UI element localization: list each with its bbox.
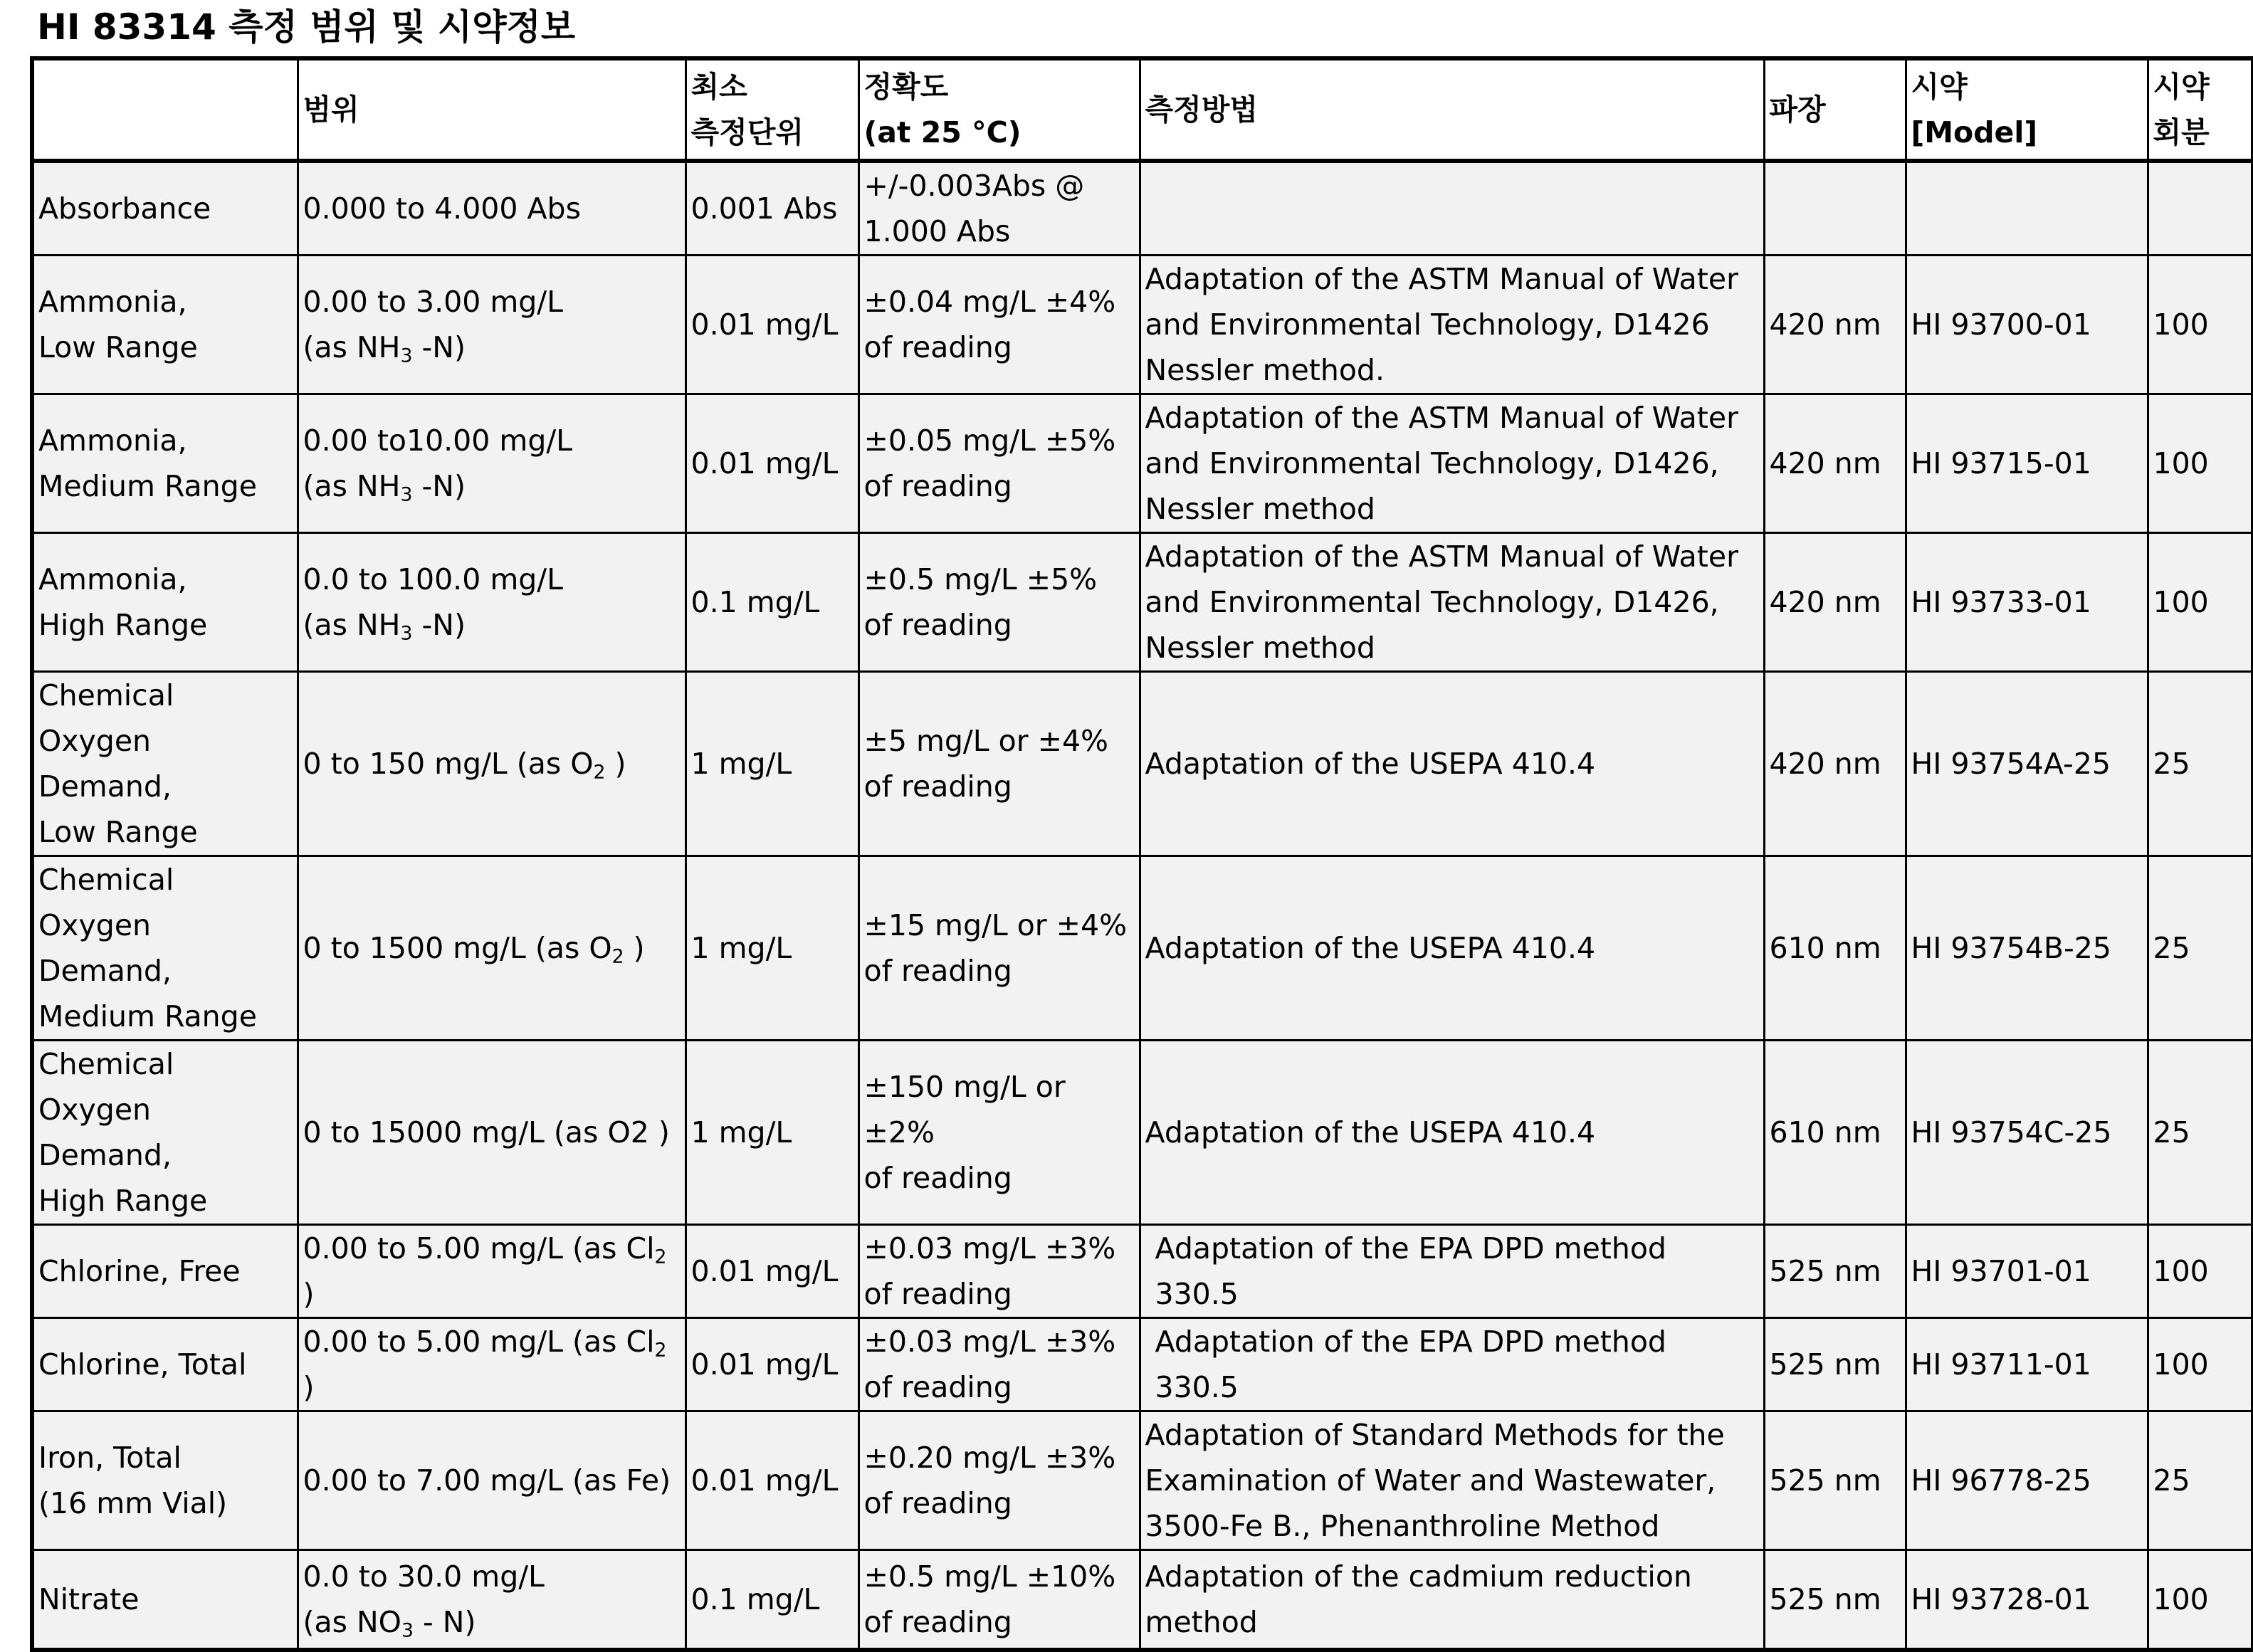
cell-tests: 25 <box>2148 1041 2253 1225</box>
range-text-pre: (as NH <box>303 469 401 503</box>
cell-accuracy: ±0.03 mg/L ±3% of reading <box>858 1318 1140 1411</box>
cell-wavelength: 610 nm <box>1764 856 1906 1041</box>
cell-tests: 25 <box>2148 856 2253 1041</box>
table-row <box>32 1550 2253 1650</box>
range-text-post: -N) <box>412 608 466 642</box>
header-tests <box>2148 58 2253 161</box>
cell-range <box>298 1318 686 1411</box>
range-subscript: 3 <box>401 1619 414 1642</box>
header-method: 측정방법 <box>1140 58 1764 161</box>
cell-reagent <box>1906 161 2148 256</box>
cell-wavelength: 525 nm <box>1764 1225 1906 1318</box>
cell-accuracy: ±0.20 mg/L ±3% of reading <box>858 1411 1140 1550</box>
cell-tests: 100 <box>2148 394 2253 533</box>
page-title: HI 83314 측정 범위 및 시약정보 <box>37 6 576 48</box>
cell-name: Iron, Total (16 mm Vial) <box>32 1411 298 1550</box>
range-text-pre: (as NH <box>303 330 401 364</box>
range-line2 <box>303 463 681 509</box>
header-tests-line2: 회분 <box>2153 115 2210 149</box>
cell-range <box>298 1550 686 1650</box>
cell-name: Chemical Oxygen Demand, Medium Range <box>32 856 298 1041</box>
cell-reagent: HI 93728-01 <box>1906 1550 2148 1650</box>
cell-accuracy: ±0.5 mg/L ±5% of reading <box>858 533 1140 672</box>
range-subscript: 2 <box>654 1339 667 1362</box>
range-line1: 0.00 to 3.00 mg/L <box>303 285 563 319</box>
range-text-pre: 0 to 150 mg/L (as O <box>303 747 594 781</box>
cell-reagent: HI 93701-01 <box>1906 1225 2148 1318</box>
header-resolution <box>686 58 858 161</box>
cell-wavelength: 420 nm <box>1764 394 1906 533</box>
table-row <box>32 1225 2253 1318</box>
cell-wavelength: 525 nm <box>1764 1411 1906 1550</box>
cell-reagent: HI 93733-01 <box>1906 533 2148 672</box>
cell-wavelength: 420 nm <box>1764 533 1906 672</box>
header-reagent-line1: 시약 <box>1911 70 1968 104</box>
header-wavelength: 파장 <box>1764 58 1906 161</box>
header-name <box>32 58 298 161</box>
header-resolution-line1: 최소 <box>690 70 747 104</box>
cell-name: Chemical Oxygen Demand, Low Range <box>32 672 298 856</box>
header-reagent-line2: [Model] <box>1911 115 2038 149</box>
range-text-pre: 0 to 1500 mg/L (as O <box>303 931 612 965</box>
cell-tests <box>2148 161 2253 256</box>
cell-method: Adaptation of the ASTM Manual of Water and Environmental Technology, D1426 Nessler method. <box>1140 256 1764 394</box>
range-line1: 0.0 to 100.0 mg/L <box>303 562 563 596</box>
table-row <box>32 856 2253 1041</box>
header-range: 범위 <box>298 58 686 161</box>
cell-name: Chlorine, Total <box>32 1318 298 1411</box>
cell-range <box>298 1225 686 1318</box>
cell-method: Adaptation of the USEPA 410.4 <box>1140 1041 1764 1225</box>
cell-resolution: 1 mg/L <box>686 672 858 856</box>
cell-tests: 100 <box>2148 256 2253 394</box>
cell-accuracy: ±0.05 mg/L ±5% of reading <box>858 394 1140 533</box>
cell-name: Ammonia, High Range <box>32 533 298 672</box>
cell-reagent: HI 93711-01 <box>1906 1318 2148 1411</box>
cell-method <box>1140 161 1764 256</box>
cell-resolution: 0.01 mg/L <box>686 394 858 533</box>
cell-name: Absorbance <box>32 161 298 256</box>
cell-resolution: 0.01 mg/L <box>686 1225 858 1318</box>
cell-method: Adaptation of the EPA DPD method 330.5 <box>1140 1318 1764 1411</box>
cell-accuracy: ±15 mg/L or ±4% of reading <box>858 856 1140 1041</box>
spec-table <box>30 56 2253 1652</box>
cell-method: Adaptation of the ASTM Manual of Water and Environmental Technology, D1426, Nessler method <box>1140 394 1764 533</box>
header-tests-line1: 시약 <box>2153 70 2210 104</box>
cell-accuracy: ±0.5 mg/L ±10% of reading <box>858 1550 1140 1650</box>
range-text-post: - N) <box>413 1604 476 1639</box>
cell-range: 0.000 to 4.000 Abs <box>298 161 686 256</box>
cell-name: Ammonia, Medium Range <box>32 394 298 533</box>
cell-reagent: HI 93715-01 <box>1906 394 2148 533</box>
range-subscript: 3 <box>400 622 413 645</box>
range-subscript: 3 <box>400 483 413 506</box>
table-row <box>32 256 2253 394</box>
cell-tests: 25 <box>2148 1411 2253 1550</box>
cell-name: Chlorine, Free <box>32 1225 298 1318</box>
cell-method: Adaptation of the ASTM Manual of Water and Environmental Technology, D1426, Nessler method <box>1140 533 1764 672</box>
cell-accuracy: ±150 mg/L or ±2% of reading <box>858 1041 1140 1225</box>
header-resolution-line2: 측정단위 <box>690 115 804 149</box>
table-row <box>32 672 2253 856</box>
cell-resolution: 0.001 Abs <box>686 161 858 256</box>
cell-reagent: HI 96778-25 <box>1906 1411 2148 1550</box>
cell-method: Adaptation of Standard Methods for the Examination of Water and Wastewater, 3500-Fe B., Phenanthroline Method <box>1140 1411 1764 1550</box>
cell-reagent: HI 93754B-25 <box>1906 856 2148 1041</box>
range-text-post: ) <box>624 931 645 965</box>
range-text-pre: (as NO <box>303 1604 401 1639</box>
range-subscript: 2 <box>654 1246 667 1268</box>
cell-range: 0.00 to 7.00 mg/L (as Fe) <box>298 1411 686 1550</box>
range-subscript: 2 <box>611 945 624 968</box>
table-row <box>32 1041 2253 1225</box>
cell-wavelength: 610 nm <box>1764 1041 1906 1225</box>
range-line2 <box>303 1599 681 1645</box>
cell-range: 0 to 15000 mg/L (as O2 ) <box>298 1041 686 1225</box>
cell-accuracy: ±5 mg/L or ±4% of reading <box>858 672 1140 856</box>
table-row <box>32 161 2253 256</box>
cell-resolution: 0.01 mg/L <box>686 256 858 394</box>
range-subscript: 2 <box>593 761 606 784</box>
range-subscript: 3 <box>400 344 413 367</box>
range-line1: 0.0 to 30.0 mg/L <box>303 1559 545 1594</box>
cell-range <box>298 533 686 672</box>
cell-reagent: HI 93754C-25 <box>1906 1041 2148 1225</box>
cell-accuracy: +/-0.003Abs @ 1.000 Abs <box>858 161 1140 256</box>
cell-reagent: HI 93754A-25 <box>1906 672 2148 856</box>
cell-method: Adaptation of the cadmium reduction method <box>1140 1550 1764 1650</box>
range-text-pre: 0.00 to 5.00 mg/L (as Cl <box>303 1231 655 1266</box>
header-reagent <box>1906 58 2148 161</box>
cell-wavelength: 525 nm <box>1764 1550 1906 1650</box>
range-text-post: ) <box>303 1277 315 1311</box>
cell-accuracy: ±0.03 mg/L ±3% of reading <box>858 1225 1140 1318</box>
cell-tests: 100 <box>2148 1318 2253 1411</box>
header-accuracy <box>858 58 1140 161</box>
range-line2 <box>303 325 681 370</box>
range-text-post: -N) <box>412 469 466 503</box>
range-text-pre: 0.00 to 5.00 mg/L (as Cl <box>303 1325 655 1359</box>
cell-range <box>298 672 686 856</box>
range-text-post: ) <box>605 747 626 781</box>
cell-resolution: 1 mg/L <box>686 856 858 1041</box>
cell-reagent: HI 93700-01 <box>1906 256 2148 394</box>
cell-name: Chemical Oxygen Demand, High Range <box>32 1041 298 1225</box>
range-line2 <box>303 602 681 648</box>
cell-method: Adaptation of the USEPA 410.4 <box>1140 672 1764 856</box>
cell-wavelength: 420 nm <box>1764 256 1906 394</box>
cell-range <box>298 856 686 1041</box>
cell-name: Ammonia, Low Range <box>32 256 298 394</box>
cell-resolution: 0.01 mg/L <box>686 1411 858 1550</box>
cell-name: Nitrate <box>32 1550 298 1650</box>
cell-resolution: 1 mg/L <box>686 1041 858 1225</box>
table-row <box>32 1411 2253 1550</box>
cell-resolution: 0.1 mg/L <box>686 1550 858 1650</box>
cell-wavelength: 420 nm <box>1764 672 1906 856</box>
range-line1: 0.00 to10.00 mg/L <box>303 423 573 458</box>
cell-tests: 100 <box>2148 1550 2253 1650</box>
range-text-post: ) <box>303 1370 315 1404</box>
cell-wavelength: 525 nm <box>1764 1318 1906 1411</box>
table-row <box>32 394 2253 533</box>
cell-wavelength <box>1764 161 1906 256</box>
cell-method: Adaptation of the USEPA 410.4 <box>1140 856 1764 1041</box>
cell-range <box>298 394 686 533</box>
header-row <box>32 58 2253 161</box>
cell-resolution: 0.01 mg/L <box>686 1318 858 1411</box>
cell-tests: 100 <box>2148 1225 2253 1318</box>
cell-method: Adaptation of the EPA DPD method 330.5 <box>1140 1225 1764 1318</box>
cell-resolution: 0.1 mg/L <box>686 533 858 672</box>
header-accuracy-line1: 정확도 <box>863 70 949 104</box>
header-accuracy-line2: (at 25 °C) <box>863 115 1022 149</box>
table-row <box>32 1318 2253 1411</box>
cell-accuracy: ±0.04 mg/L ±4% of reading <box>858 256 1140 394</box>
range-text-post: -N) <box>412 330 466 364</box>
cell-range <box>298 256 686 394</box>
cell-tests: 25 <box>2148 672 2253 856</box>
cell-tests: 100 <box>2148 533 2253 672</box>
table-row <box>32 533 2253 672</box>
range-text-pre: (as NH <box>303 608 401 642</box>
